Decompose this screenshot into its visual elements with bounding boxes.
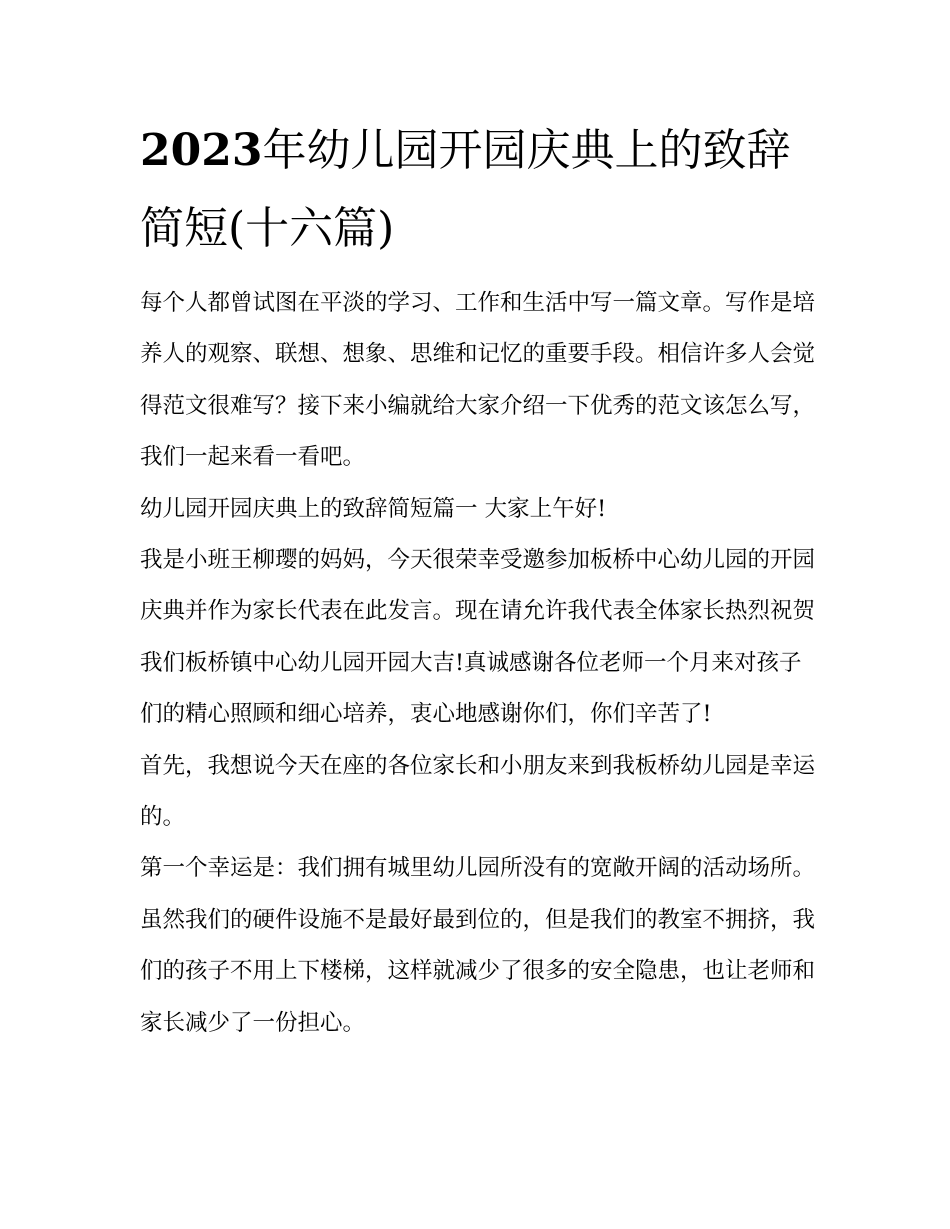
title-text: 年幼儿园开园庆典上的致辞简短(十六篇) [140,125,791,254]
title-year: 2023 [140,125,263,176]
intro-paragraph: 每个人都曾试图在平淡的学习、工作和生活中写一篇文章。写作是培养人的观察、联想、想象、思维和记忆的重要手段。相信许多人会觉得范文很难写？接下来小编就给大家介绍一下优秀的范文该怎么写，我们一起来看一看吧。 [140,290,816,471]
body-paragraph: 我是小班王柳璎的妈妈，今天很荣幸受邀参加板桥中心幼儿园的开园庆典并作为家长代表在此发言。现在请允许我代表全体家长热烈祝贺我们板桥镇中心幼儿园开园大吉!真诚感谢各位老师一个月来对孩子们的精心照顾和细心培养，衷心地感谢你们，你们辛苦了! [140,547,816,728]
body-paragraph: 首先，我想说今天在座的各位家长和小朋友来到我板桥幼儿园是幸运的。 [140,752,816,831]
document-body [140,278,820,1049]
body-paragraph: 第一个幸运是：我们拥有城里幼儿园所没有的宽敞开阔的活动场所。虽然我们的硬件设施不是最好最到位的，但是我们的教室不拥挤，我们的孩子不用上下楼梯，这样就减少了很多的安全隐患，也让老师和家长减少了一份担心。 [140,855,816,1036]
document-title [140,112,830,268]
section-heading-paragraph: 幼儿园开园庆典上的致辞简短篇一 大家上午好! [140,495,607,522]
